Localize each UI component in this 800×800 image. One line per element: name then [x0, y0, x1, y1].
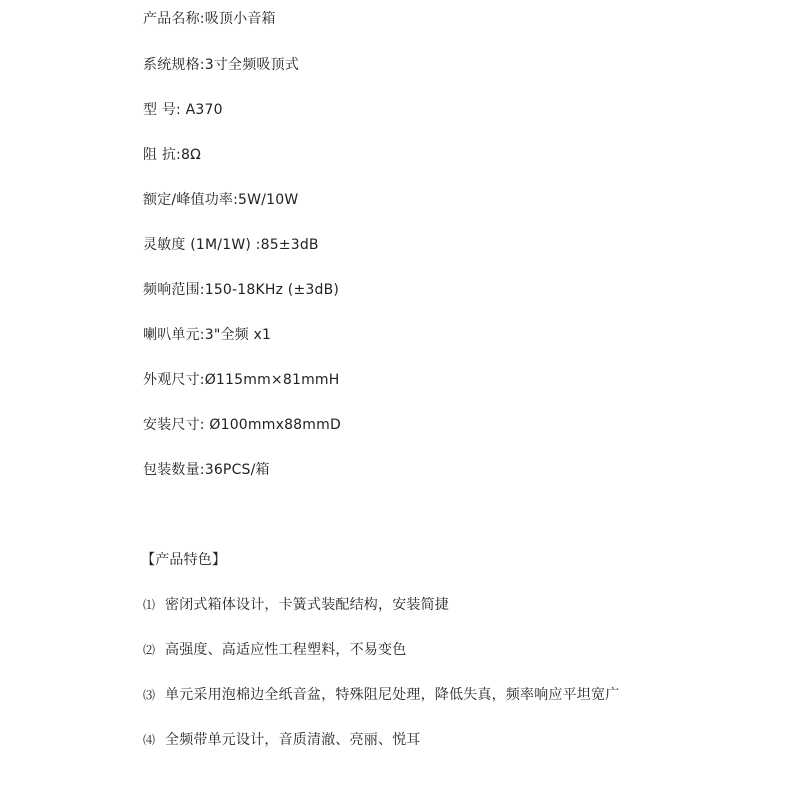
spec-system: 系统规格:3寸全频吸顶式	[143, 57, 300, 73]
feature-text: 高强度、高适应性工程塑料，不易变色	[165, 642, 407, 658]
spec-sensitivity: 灵敏度 (1M/1W) :85±3dB	[143, 237, 319, 253]
feature-text: 单元采用泡棉边全纸音盆，特殊阻尼处理，降低失真，频率响应平坦宽广	[165, 687, 620, 703]
feature-item	[143, 596, 449, 614]
feature-item	[143, 641, 406, 659]
spec-frequency-response: 频响范围:150-18KHz (±3dB)	[143, 282, 340, 298]
spec-power: 额定/峰值功率:5W/10W	[143, 192, 299, 208]
spec-dimensions: 外观尺寸:Ø115mm×81mmH	[143, 372, 340, 388]
spec-packing-quantity: 包装数量:36PCS/箱	[143, 462, 270, 478]
feature-text: 密闭式箱体设计，卡簧式装配结构，安装简捷	[165, 597, 449, 613]
feature-number: ⑶	[143, 688, 156, 702]
feature-number: ⑴	[143, 598, 156, 612]
feature-item	[143, 686, 619, 704]
spec-mounting-size: 安装尺寸: Ø100mmx88mmD	[143, 417, 341, 433]
feature-item	[143, 731, 421, 749]
feature-text: 全频带单元设计，音质清澈、亮丽、悦耳	[165, 732, 421, 748]
spec-product-name: 产品名称:吸顶小音箱	[143, 11, 276, 27]
spec-impedance: 阻 抗:8Ω	[143, 147, 201, 163]
spec-driver-unit: 喇叭单元:3"全频 x1	[143, 327, 272, 343]
features-heading: 【产品特色】	[141, 552, 227, 568]
feature-number: ⑵	[143, 643, 156, 657]
feature-number: ⑷	[143, 733, 156, 747]
spec-model: 型 号: A370	[143, 102, 223, 118]
